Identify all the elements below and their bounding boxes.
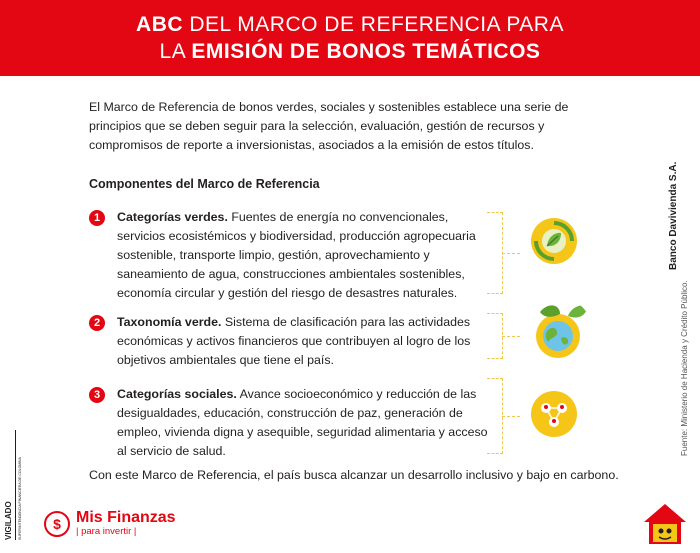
item-lead: Categorías verdes. <box>117 210 228 224</box>
green-globe-icon <box>528 298 592 362</box>
logo-title: Mis Finanzas <box>76 509 176 526</box>
source-note: Fuente: Ministerio de Hacienda y Crédito Público. <box>680 280 689 456</box>
side-brand: Banco Davivienda S.A. <box>668 161 679 270</box>
component-item-1 <box>89 208 489 303</box>
component-item-2 <box>89 313 489 370</box>
item-text: Fuentes de energía no convencionales, servicios ecosistémicos y biodiversidad, producción agropecuaria sostenible, transporte limpio, gestión, aprovechamiento y saneamiento de agua, construcciones ambientales sostenibles, economía circular y gestión del riesgo de desastres naturales. <box>117 210 476 300</box>
logo-tagline: | para invertir | <box>76 526 137 537</box>
coin-icon: $ <box>44 511 70 537</box>
header-banner <box>0 0 700 76</box>
item-lead: Categorías sociales. <box>117 387 237 401</box>
header-title-line1: ABC DEL MARCO DE REFERENCIA PARA <box>136 13 564 36</box>
number-badge: 2 <box>89 315 105 331</box>
header-title-line2: LA EMISIÓN DE BONOS TEMÁTICOS <box>159 40 541 63</box>
recycle-leaf-icon <box>530 217 578 265</box>
vigilado-label: VIGILADO <box>4 501 13 540</box>
bracket-connector <box>487 313 503 359</box>
bracket-connector <box>487 212 503 294</box>
davivienda-house-icon <box>640 498 690 548</box>
component-item-3 <box>89 385 489 461</box>
bracket-connector <box>487 378 503 454</box>
closing-statement: Con este Marco de Referencia, el país busca alcanzar un desarrollo inclusivo y bajo en carbono. <box>89 468 619 482</box>
vigilado-seal <box>4 430 38 540</box>
item-lead: Taxonomía verde. <box>117 315 222 329</box>
item-text: Avance socioeconómico y reducción de las desigualdades, educación, construcción de paz, generación de empleo, vivienda digna y asequible, seguridad alimentaria y acceso al servicio de salud. <box>117 387 488 458</box>
vigilado-sub: SUPERINTENDENCIA FINANCIERA DE COLOMBIA <box>18 457 22 540</box>
mis-finanzas-logo <box>44 510 176 537</box>
number-badge: 1 <box>89 210 105 226</box>
section-subtitle: Componentes del Marco de Referencia <box>89 177 320 191</box>
intro-paragraph: El Marco de Referencia de bonos verdes, sociales y sostenibles establece una serie de principios que se deben seguir para la selección, evaluación, gestión de recursos y compromisos de reporte a inversionistas, asociados a la emisión de estos títulos. <box>89 100 569 152</box>
number-badge: 3 <box>89 387 105 403</box>
item-text: Sistema de clasificación para las actividades económicas y activos financieros que contribuyen al logro de los objetivos ambientales que tiene el país. <box>117 315 471 367</box>
people-network-icon <box>530 390 578 438</box>
